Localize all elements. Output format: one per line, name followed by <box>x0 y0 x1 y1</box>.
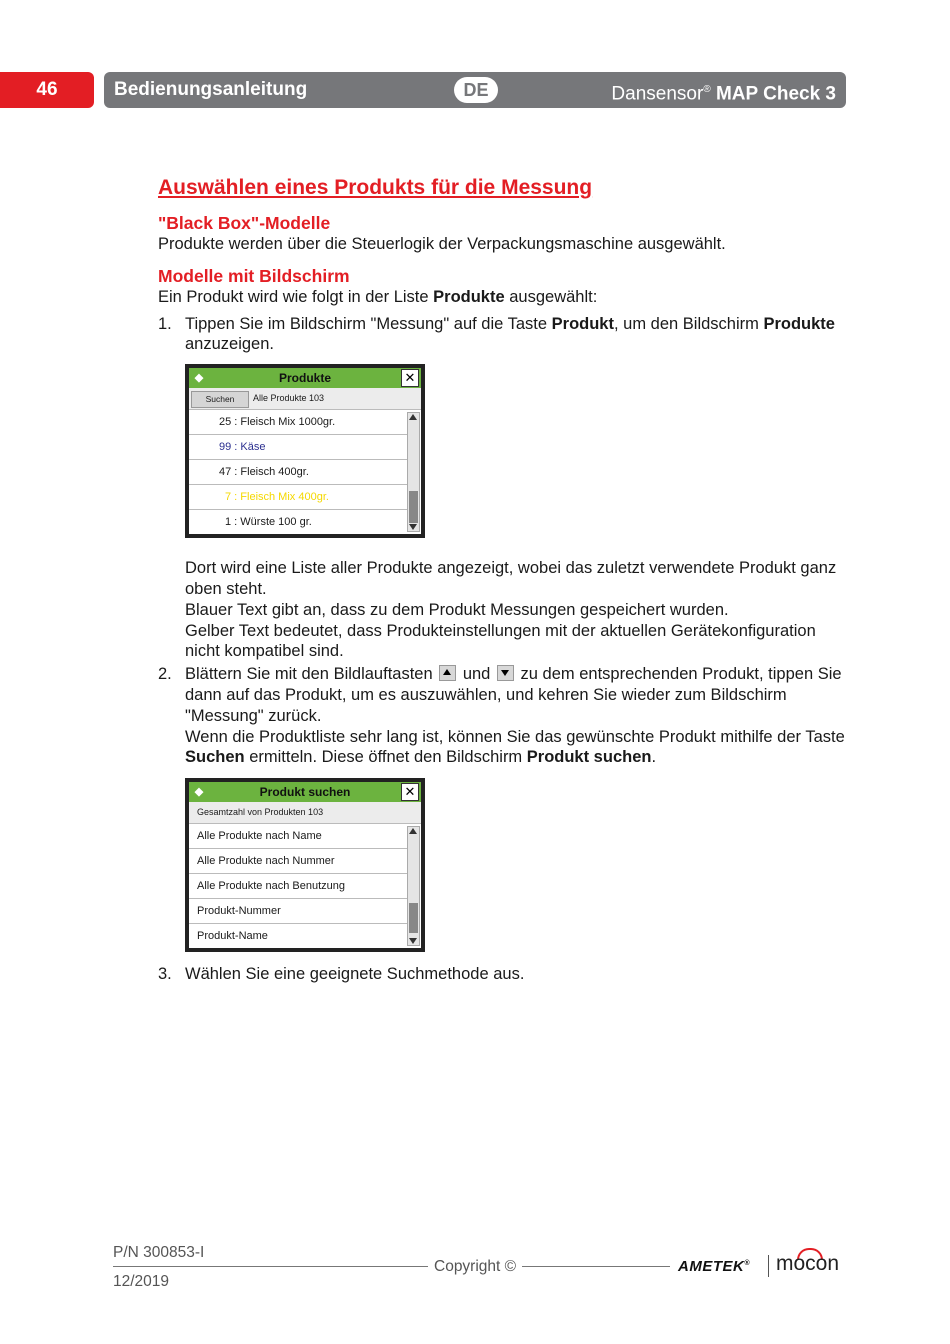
intro-text <box>158 287 848 308</box>
close-icon[interactable]: ✕ <box>401 783 419 801</box>
scroll-up-icon[interactable] <box>409 414 417 420</box>
list-item-label: Produkt-Nummer <box>197 905 281 918</box>
ametek-logo-text: AMETEK <box>678 1258 745 1275</box>
step-text: . <box>651 748 657 767</box>
screen-title: Produkt suchen <box>259 785 351 800</box>
scroll-thumb[interactable] <box>409 491 418 523</box>
step-2-search-text <box>185 727 848 769</box>
date: 12/2019 <box>113 1273 170 1290</box>
subheading-black-box: "Black Box"-Modelle <box>158 213 331 233</box>
step-number: 1. <box>158 314 172 333</box>
page-number: 46 <box>0 72 94 108</box>
search-button[interactable]: Suchen <box>191 391 249 408</box>
logo-divider <box>768 1255 769 1277</box>
note-2: Blauer Text gibt an, dass zu dem Produkt Messungen gespeichert wurden. <box>185 600 729 619</box>
list-item[interactable] <box>189 899 407 924</box>
step-1 <box>158 314 848 663</box>
intro-text-part: Ein Produkt wird wie folgt in der Liste <box>158 287 434 306</box>
step-1-text <box>185 314 848 356</box>
scroll-down-key-icon <box>497 665 514 681</box>
footer-divider <box>113 1266 428 1267</box>
scroll-up-key-icon <box>439 665 456 681</box>
list-item[interactable] <box>189 849 407 874</box>
scrollbar[interactable] <box>407 826 420 946</box>
note-3: Gelber Text bedeutet, dass Produkteinstellungen mit der aktuellen Gerätekonfiguration nicht kompatibel sind. <box>185 621 816 661</box>
tag-icon: ◆ <box>194 786 204 799</box>
step-number: 2. <box>158 665 172 684</box>
product-search-screen <box>185 778 425 952</box>
product-name <box>611 72 836 112</box>
product-list <box>189 410 421 534</box>
scrollbar[interactable] <box>407 412 420 532</box>
scroll-down-icon[interactable] <box>409 524 417 530</box>
filter-text: Alle Produkte 103 <box>253 393 325 404</box>
ametek-logo <box>678 1258 750 1275</box>
main-content <box>158 174 848 985</box>
search-bar <box>189 388 421 410</box>
list-item-label: Alle Produkte nach Name <box>197 830 322 843</box>
intro-text-part: ausgewählt: <box>504 287 598 306</box>
list-item[interactable] <box>189 410 407 435</box>
list-item-label: Alle Produkte nach Nummer <box>197 855 335 868</box>
list-item[interactable] <box>189 435 407 460</box>
count-text: Gesamtzahl von Produkten 103 <box>197 807 324 818</box>
list-item-label: 25 : Fleisch Mix 1000gr. <box>219 416 336 429</box>
screen-header <box>189 782 421 802</box>
step-text: Tippen Sie im Bildschirm "Messung" auf die Taste <box>185 314 552 333</box>
step-2-text <box>185 664 848 726</box>
scroll-up-icon[interactable] <box>409 828 417 834</box>
section-title: Bedienungsanleitung <box>114 79 308 100</box>
step-bold: Produkt suchen <box>526 748 652 767</box>
step-3 <box>158 964 848 985</box>
step-text: anzuzeigen. <box>185 335 274 354</box>
step-bold: Suchen <box>185 748 245 767</box>
list-item[interactable] <box>189 874 407 899</box>
black-box-text: Produkte werden über die Steuerlogik der Verpackungsmaschine ausgewählt. <box>158 235 726 253</box>
part-number: P/N 300853-I <box>113 1244 205 1261</box>
step-number: 3. <box>158 965 172 984</box>
product-title: MAP Check 3 <box>715 83 836 105</box>
step-text: , um den Bildschirm <box>613 314 764 333</box>
list-item-label: Produkt-Name <box>197 930 268 943</box>
list-item[interactable] <box>189 924 407 948</box>
list-item-label: Alle Produkte nach Benutzung <box>197 880 345 893</box>
header-bar <box>104 72 846 108</box>
scroll-down-icon[interactable] <box>409 938 417 944</box>
list-item[interactable] <box>189 824 407 849</box>
step-bold: Produkt <box>551 314 614 333</box>
screen-title: Produkte <box>278 371 331 386</box>
step-3-text: Wählen Sie eine geeignete Suchmethode aus. <box>185 965 525 984</box>
footer-divider <box>522 1266 670 1267</box>
list-item[interactable] <box>189 510 407 534</box>
scroll-thumb[interactable] <box>409 903 418 933</box>
list-item[interactable] <box>189 485 407 510</box>
ametek-logo-mark: ® <box>744 1260 751 1267</box>
step-text: und <box>458 665 495 684</box>
step-text: ermitteln. Diese öffnet den Bildschirm <box>244 748 527 767</box>
screen-header <box>189 368 421 388</box>
intro-bold: Produkte <box>433 287 505 306</box>
step-bold: Produkte <box>763 314 835 333</box>
brand-mark: ® <box>703 84 711 95</box>
close-icon[interactable]: ✕ <box>401 369 419 387</box>
list-item-label: 1 : Würste 100 gr. <box>225 516 312 529</box>
search-options-list <box>189 824 421 948</box>
step-text: Wenn die Produktliste sehr lang ist, können Sie das gewünschte Produkt mithilfe der Taste <box>185 727 845 746</box>
list-item[interactable] <box>189 460 407 485</box>
count-bar <box>189 802 421 824</box>
note-1: Dort wird eine Liste aller Produkte angezeigt, wobei das zuletzt verwendete Produkt ganz oben steht. <box>185 559 837 598</box>
language-badge: DE <box>454 77 498 103</box>
list-item-label: 7 : Fleisch Mix 400gr. <box>225 491 329 504</box>
copyright: Copyright © <box>434 1258 517 1275</box>
mocon-logo: mocon <box>776 1252 840 1275</box>
list-item-label: 99 : Käse <box>219 441 266 454</box>
page-title: Auswählen eines Produkts für die Messung <box>158 176 593 199</box>
subheading-screen-models: Modelle mit Bildschirm <box>158 265 350 286</box>
brand-name: Dansensor <box>611 83 704 105</box>
list-item-label: 47 : Fleisch 400gr. <box>219 466 309 479</box>
step-2 <box>158 664 848 952</box>
step-text: zu dem entsprechenden Produkt, tippen Sie dann auf das Produkt, um es auszuwählen, und kehren Sie wieder zum Bildschirm "Messung" zurück. <box>185 665 842 725</box>
tag-icon: ◆ <box>194 372 204 385</box>
products-screen <box>185 364 425 538</box>
step-text: Blättern Sie mit den Bildlauftasten <box>185 665 438 684</box>
